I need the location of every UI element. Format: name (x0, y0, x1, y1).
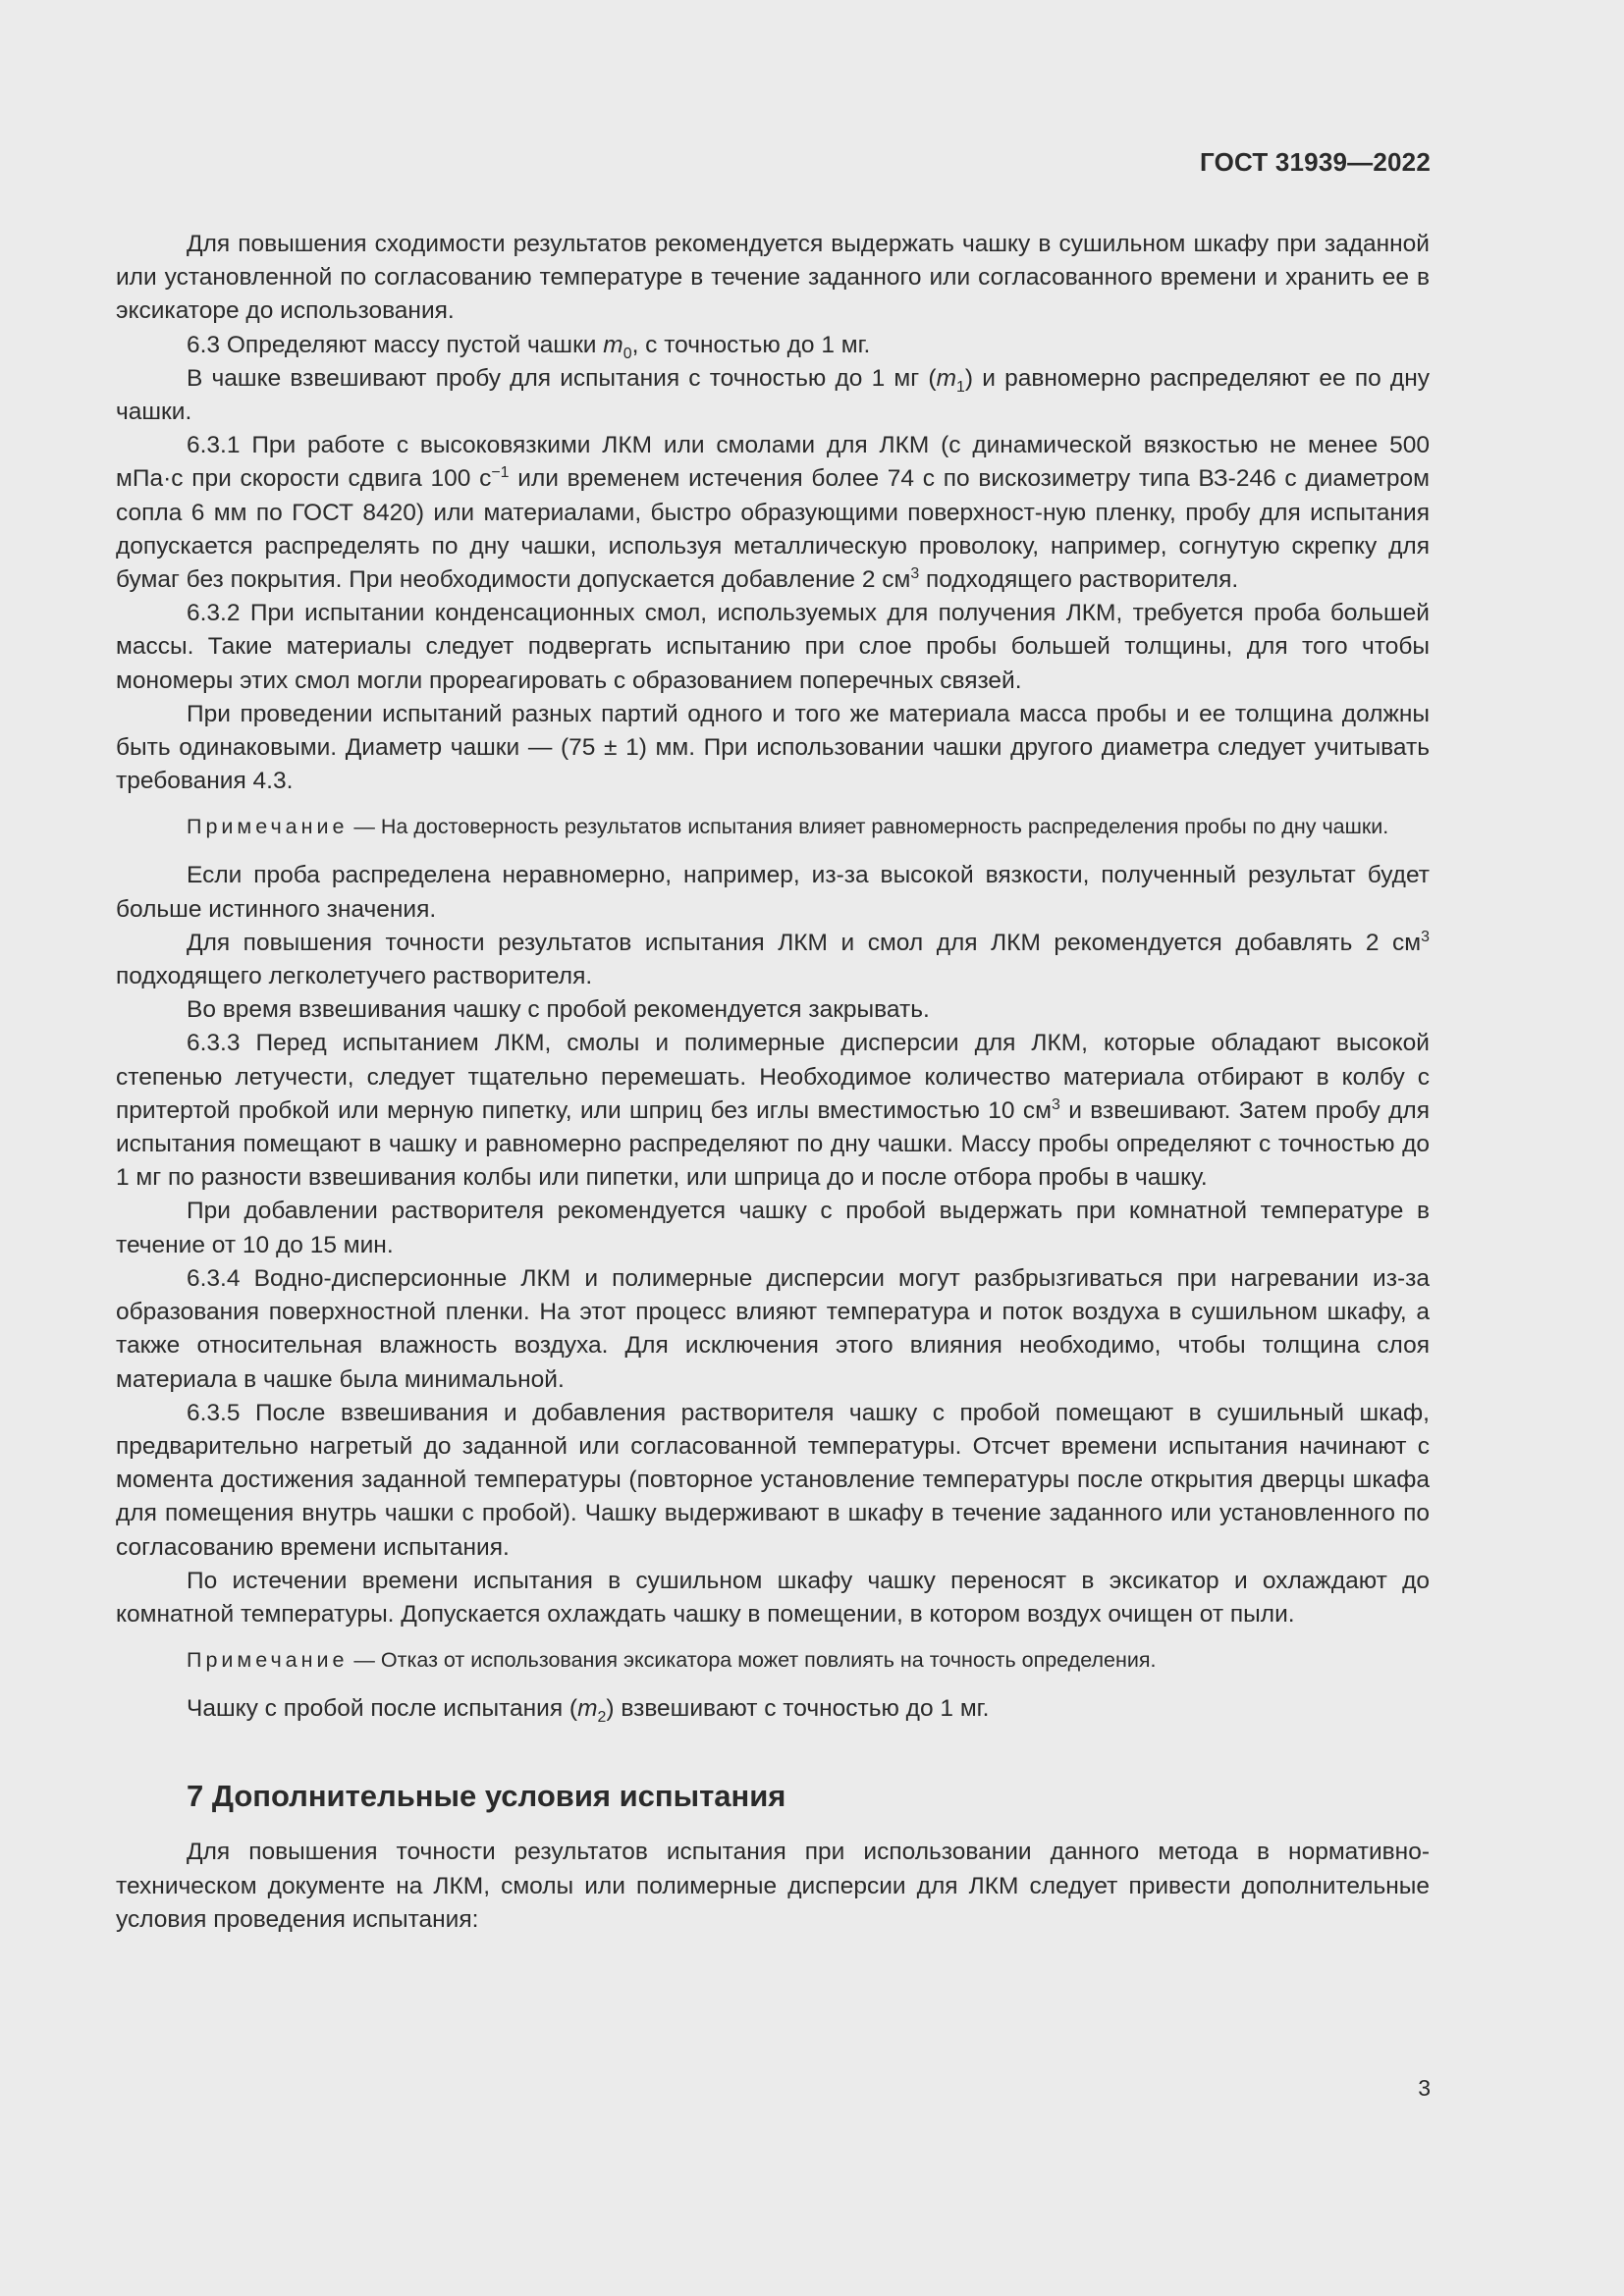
paragraph-text: подходящего легколетучего растворителя. (116, 963, 593, 990)
paragraph-text: При добавлении растворителя рекомендуется чашку с пробой выдержать при комнатной температуре в течение от 10 до 15 мин. (116, 1198, 1430, 1258)
paragraph-text: В чашке взвешивают пробу для испытания с точностью до 1 мг ( (187, 364, 937, 392)
paragraph-text: Чашку с пробой после испытания ( (187, 1695, 578, 1723)
paragraph-6-3-1 (116, 429, 1430, 597)
paragraph-6-3 (116, 329, 1430, 362)
paragraph-text: 6.3.3 Перед испытанием ЛКМ, смолы и полимерные дисперсии для ЛКМ, которые обладают высокой степенью летучести, следует тщательно перемешать. Необходимое количество материала отбирают в колбу с притертой пробкой или мерную пипетку, или шприц без иглы вместимостью 10 см (116, 1030, 1430, 1124)
paragraph-text: 6.3.2 При испытании конденсационных смол, используемых для получения ЛКМ, требуется проба большей массы. Такие материалы следует подвергать испытанию при слое пробы большей толщины, для того чтобы мономеры этих смол могли прореагировать с образованием поперечных связей. (116, 600, 1430, 694)
paragraph-text: или временем истечения более 74 с по вискозиметру типа ВЗ-246 с диаметром сопла 6 мм по ГОСТ 8420) или материалами, быстро образующими поверхност-ную пленку, пробу для испытания допускается распределять по дну чашки, используя металлическую проволоку, например, согнутую скрепку для бумаг без покрытия. При необходимости допускается добавление 2 см (116, 465, 1430, 594)
paragraph-text: Во время взвешивания чашку с пробой рекомендуется закрывать. (187, 996, 930, 1024)
paragraph-text: ) и равномерно распределяют ее по дну чашки. (116, 364, 1430, 426)
paragraph (116, 228, 1430, 329)
paragraph-text: и взвешивают. Затем пробу для испытания помещают в чашку и равномерно распределяют по дну чашки. Массу пробы определяют с точностью до 1 мг по разности взвешивания колбы или пипетки, или шприца до и после отбора пробы в чашку. (116, 1096, 1430, 1192)
paragraph-text: Для повышения точности результатов испытания ЛКМ и смол для ЛКМ рекомендуется добавлять 2 см (187, 929, 1422, 956)
note (116, 812, 1430, 841)
variable-m: m (577, 1695, 598, 1723)
paragraph-6-3-5 (116, 1397, 1430, 1565)
note-label: Примечание (187, 815, 349, 839)
paragraph-text: , с точностью до 1 мг. (631, 331, 871, 358)
note-text: — Отказ от использования эксикатора может повлиять на точность определения. (348, 1648, 1157, 1673)
paragraph (116, 927, 1430, 993)
document-code: ГОСТ 31939—2022 (1200, 147, 1431, 177)
variable-m: m (936, 364, 956, 392)
paragraph-text: 6.3.1 При работе с высоковязкими ЛКМ или смолами для ЛКМ (с динамической вязкостью не менее 500 мПа·с при скорости сдвига 100 с (116, 432, 1430, 493)
paragraph-text: 6.3 Определяют массу пустой чашки (187, 331, 604, 358)
paragraph (116, 1692, 1430, 1726)
paragraph-text: По истечении времени испытания в сушильном шкафу чашку переносят в эксикатор и охлаждают до комнатной температуры. Допускается охлаждать чашку в помещении, в котором воздух очищен от пыли. (116, 1567, 1430, 1628)
variable-m: m (603, 331, 623, 358)
paragraph-text: Для повышения точности результатов испытания при использовании данного метода в нормативно-техническом документе на ЛКМ, смолы или полимерные дисперсии для ЛКМ следует привести дополнительные условия проведения испытания: (116, 1839, 1430, 1933)
paragraph-6-3-2 (116, 597, 1430, 698)
note-text: — На достоверность результатов испытания влияет равномерность распределения пробы по дну чашки. (348, 815, 1389, 839)
superscript: 3 (910, 564, 920, 582)
section-heading: 7 Дополнительные условия испытания (187, 1779, 786, 1814)
subscript: 2 (597, 1709, 607, 1727)
superscript: 3 (1051, 1095, 1060, 1113)
paragraph (116, 859, 1430, 926)
subscript: 1 (956, 378, 965, 396)
paragraph-text: Для повышения сходимости результатов рекомендуется выдержать чашку в сушильном шкафу при заданной или установленной по согласованию температуре в течение заданного или согласованного времени и хранить ее в эксикаторе до использования. (116, 231, 1430, 325)
paragraph (116, 362, 1430, 429)
paragraph (116, 1836, 1430, 1937)
paragraph (116, 698, 1430, 799)
page-body (116, 228, 1430, 1937)
paragraph-text: подходящего растворителя. (919, 566, 1239, 594)
paragraph-text: ) взвешивают с точностью до 1 мг. (606, 1695, 990, 1723)
paragraph (116, 993, 1430, 1027)
paragraph-text: Если проба распределена неравномерно, например, из-за высокой вязкости, полученный результат будет больше истинного значения. (116, 862, 1430, 923)
paragraph-text: 6.3.5 После взвешивания и добавления растворителя чашку с пробой помещают в сушильный шкаф, предварительно нагретый до заданной или согласованной температуры. Отсчет времени испытания начинают с момента достижения заданной температуры (повторное установление температуры после открытия дверцы шкафа для помещения внутрь чашки с пробой). Чашку выдерживают в шкафу в течение заданного или установленного по согласованию времени испытания. (116, 1399, 1430, 1561)
paragraph-text: При проведении испытаний разных партий одного и того же материала масса пробы и ее толщина должны быть одинаковыми. Диаметр чашки — (75 ± 1) мм. При использовании чашки другого диаметра следует учитывать требования 4.3. (116, 700, 1430, 795)
page-number: 3 (1418, 2075, 1431, 2101)
paragraph-text: 6.3.4 Водно-дисперсионные ЛКМ и полимерные дисперсии могут разбрызгиваться при нагревании из-за образования поверхностной пленки. На этот процесс влияют температура и поток воздуха в сушильном шкафу, а также относительная влажность воздуха. Для исключения этого влияния необходимо, чтобы толщина слоя материала в чашке была минимальной. (116, 1264, 1430, 1393)
note (116, 1645, 1430, 1675)
superscript: 3 (1421, 928, 1430, 945)
paragraph (116, 1565, 1430, 1631)
paragraph-6-3-4 (116, 1262, 1430, 1397)
subscript: 0 (623, 345, 632, 362)
note-label: Примечание (187, 1648, 349, 1673)
paragraph-6-3-3 (116, 1027, 1430, 1195)
paragraph (116, 1195, 1430, 1261)
superscript: −1 (491, 464, 510, 482)
